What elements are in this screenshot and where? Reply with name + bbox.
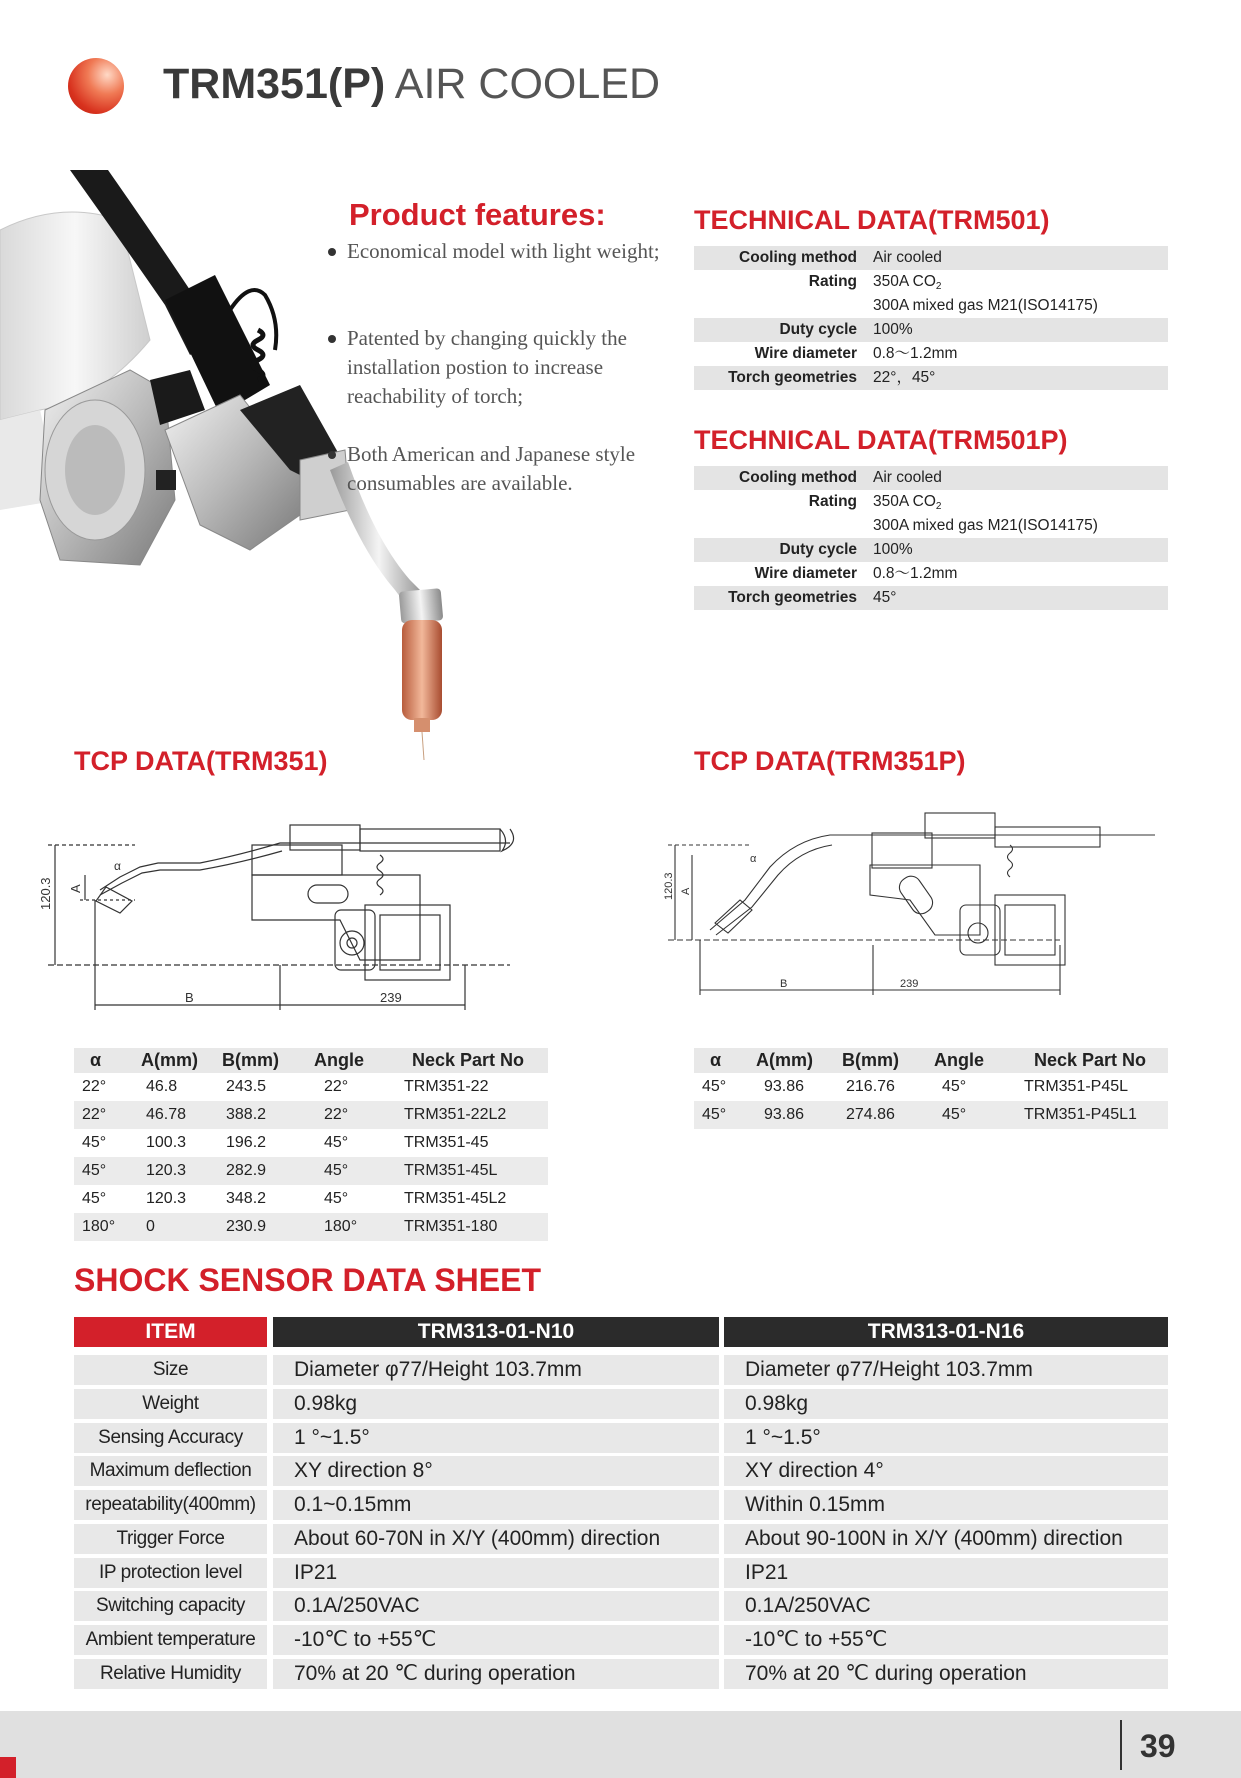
tcp-351p-heading: TCP DATA(TRM351P) [694,746,966,776]
table-row: Rating 350A $CO_2$ [808,493,942,512]
svg-text:A: A [68,884,83,893]
model-n10-header: TRM313-01-N10 [273,1317,719,1347]
table-row: Trigger Force About 60-70N in X/Y (400mm) direction About 90-100N in X/Y (400mm) direction [74,1524,1168,1554]
page-title: TRM351(P) AIR COOLED [163,60,660,108]
model-n16-header: TRM313-01-N16 [724,1317,1168,1347]
table-row: Torch geometries 45° [694,586,1168,610]
table-row: Size Diameter φ77/Height 103.7mm Diameter φ77/Height 103.7mm [74,1355,1168,1385]
svg-text:120.3: 120.3 [38,877,53,910]
table-row: 45° 120.3 282.9 45° TRM351-45L [74,1157,548,1185]
table-row: Cooling method Air cooled [694,466,1168,490]
svg-text:120.3: 120.3 [663,872,675,900]
shock-heading: SHOCK SENSOR DATA SHEET [74,1262,541,1298]
tcp-351p-diagram [660,805,1180,1005]
table-row: Weight 0.98kg 0.98kg [74,1389,1168,1419]
table-row: Switching capacity 0.1A/250VAC 0.1A/250VAC [74,1591,1168,1621]
table-row: Wire diameter 0.8～1.2mm [754,565,958,582]
tech-501p-table [694,466,1168,610]
table-row: 45° 120.3 348.2 45° TRM351-45L2 [82,1190,507,1207]
features-heading: Product features: [349,197,606,232]
item-header: ITEM [74,1317,267,1347]
table-row: 180° 0 230.9 180° TRM351-180 [74,1213,548,1241]
table-row: Torch geometries 22°，45° [694,366,1168,390]
tcp-351-table [74,1048,548,1241]
bullet-icon [328,451,336,459]
tcp-351-heading: TCP DATA(TRM351) [74,746,328,776]
table-row: Sensing Accuracy 1 °~1.5° 1 °~1.5° [74,1423,1168,1453]
svg-text:α: α [114,859,121,873]
table-row: IP protection level IP21 IP21 [74,1558,1168,1588]
shock-sensor-table [74,1317,1168,1693]
footer-bar [0,1711,1241,1778]
svg-text:239: 239 [380,990,402,1005]
table-row: Relative Humidity 70% at 20 ℃ during operation 70% at 20 ℃ during operation [74,1659,1168,1689]
table-row: repeatability(400mm) 0.1~0.15mm Within 0.15mm [74,1490,1168,1520]
table-row: Ambient temperature -10℃ to +55℃ -10℃ to +55℃ [74,1625,1168,1655]
table-row: 300A mixed gas M21(ISO14175) [873,297,1098,314]
bullet-icon [328,248,336,256]
svg-text:B: B [185,990,194,1005]
svg-text:B: B [780,978,788,990]
tech-501-table [694,246,1168,390]
tech-501-heading: TECHNICAL DATA(TRM501) [694,205,1050,235]
table-row: Duty cycle 100% [694,318,1168,342]
feature-item: Patented by changing quickly the installation postion to increase reachability of torch; [347,324,667,411]
table-row: Duty cycle 100% [694,538,1168,562]
table-row: 45° 93.86 216.76 45° TRM351-P45L [702,1078,1129,1095]
page-number-divider [1120,1720,1122,1770]
table-header-row: α A(mm) B(mm) Angle Neck Part No [74,1048,548,1073]
table-row: Rating 350A $CO_2$ [808,273,942,292]
svg-text:α: α [750,853,757,865]
table-row: Cooling method Air cooled [694,246,1168,270]
title-bullet-ball [68,58,124,114]
table-header-row: α A(mm) B(mm) Angle Neck Part No [694,1048,1168,1073]
tech-501p-heading: TECHNICAL DATA(TRM501P) [694,425,1068,455]
svg-text:239: 239 [900,978,919,990]
table-row: Maximum deflection XY direction 8° XY direction 4° [74,1456,1168,1486]
svg-text:A: A [680,887,692,895]
table-row: 22° 46.78 388.2 22° TRM351-22L2 [74,1101,548,1129]
table-header-row [74,1317,1168,1347]
table-row: 45° 93.86 274.86 45° TRM351-P45L1 [694,1101,1168,1129]
table-row: 300A mixed gas M21(ISO14175) [873,517,1098,534]
tcp-351-diagram [40,815,560,1015]
feature-item: Economical model with light weight; [347,237,667,266]
page-number: 39 [1140,1728,1176,1764]
feature-item: Both American and Japanese style consumables are available. [347,440,667,498]
footer-accent [0,1757,16,1778]
table-row: 45° 100.3 196.2 45° TRM351-45 [82,1134,489,1151]
tcp-351p-table [694,1048,1168,1129]
bullet-icon [328,335,336,343]
table-row: 22° 46.8 243.5 22° TRM351-22 [82,1078,489,1095]
table-row: Wire diameter 0.8～1.2mm [754,345,958,362]
